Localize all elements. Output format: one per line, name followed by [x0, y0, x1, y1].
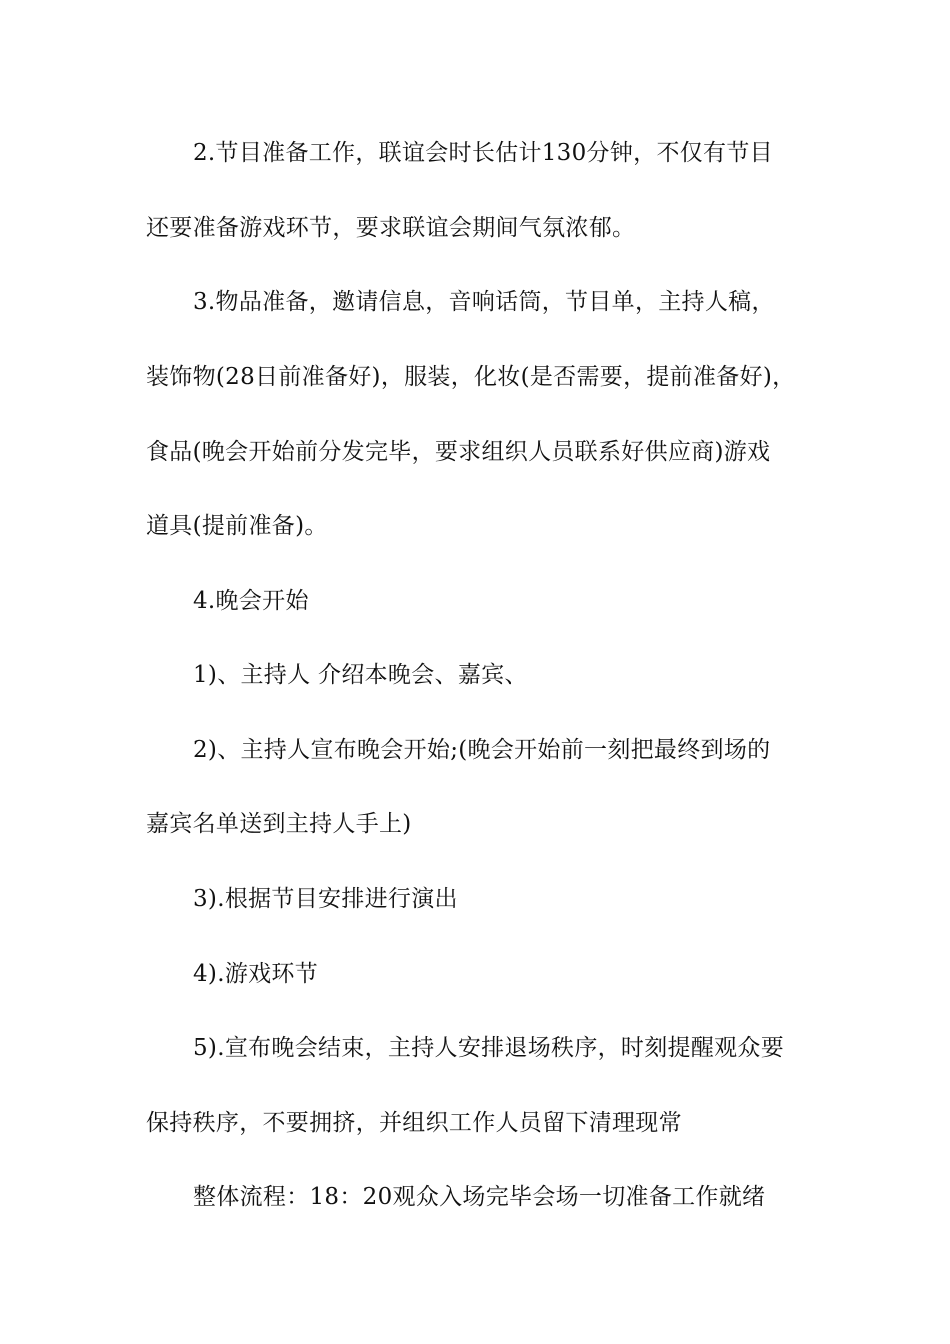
paragraph-line: 1)、主持人 介绍本晚会、嘉宾、	[193, 662, 528, 688]
paragraph-line: 4).游戏环节	[193, 961, 319, 987]
paragraph-line: 食品(晚会开始前分发完毕，要求组织人员联系好供应商)游戏	[146, 439, 771, 465]
paragraph-line: 保持秩序，不要拥挤，并组织工作人员留下清理现常	[146, 1110, 682, 1136]
paragraph-line: 还要准备游戏环节，要求联谊会期间气氛浓郁。	[146, 215, 636, 241]
paragraph-line: 道具(提前准备)。	[146, 513, 328, 539]
paragraph-line: 5).宣布晚会结束，主持人安排退场秩序，时刻提醒观众要	[193, 1035, 785, 1061]
paragraph-line: 嘉宾名单送到主持人手上)	[146, 811, 412, 837]
paragraph-line: 2)、主持人宣布晚会开始;(晚会开始前一刻把最终到场的	[193, 737, 771, 763]
paragraph-line: 3.物品准备，邀请信息，音响话筒，节目单，主持人稿，	[193, 289, 775, 315]
paragraph-line: 整体流程：18：20观众入场完毕会场一切准备工作就绪	[193, 1184, 766, 1210]
paragraph-line: 3).根据节目安排进行演出	[193, 886, 458, 912]
paragraph-line: 装饰物(28日前准备好)，服装，化妆(是否需要，提前准备好)，	[146, 364, 796, 390]
paragraph-line: 2.节目准备工作，联谊会时长估计130分钟，不仅有节目	[193, 140, 773, 166]
paragraph-line: 4.晚会开始	[193, 588, 309, 614]
